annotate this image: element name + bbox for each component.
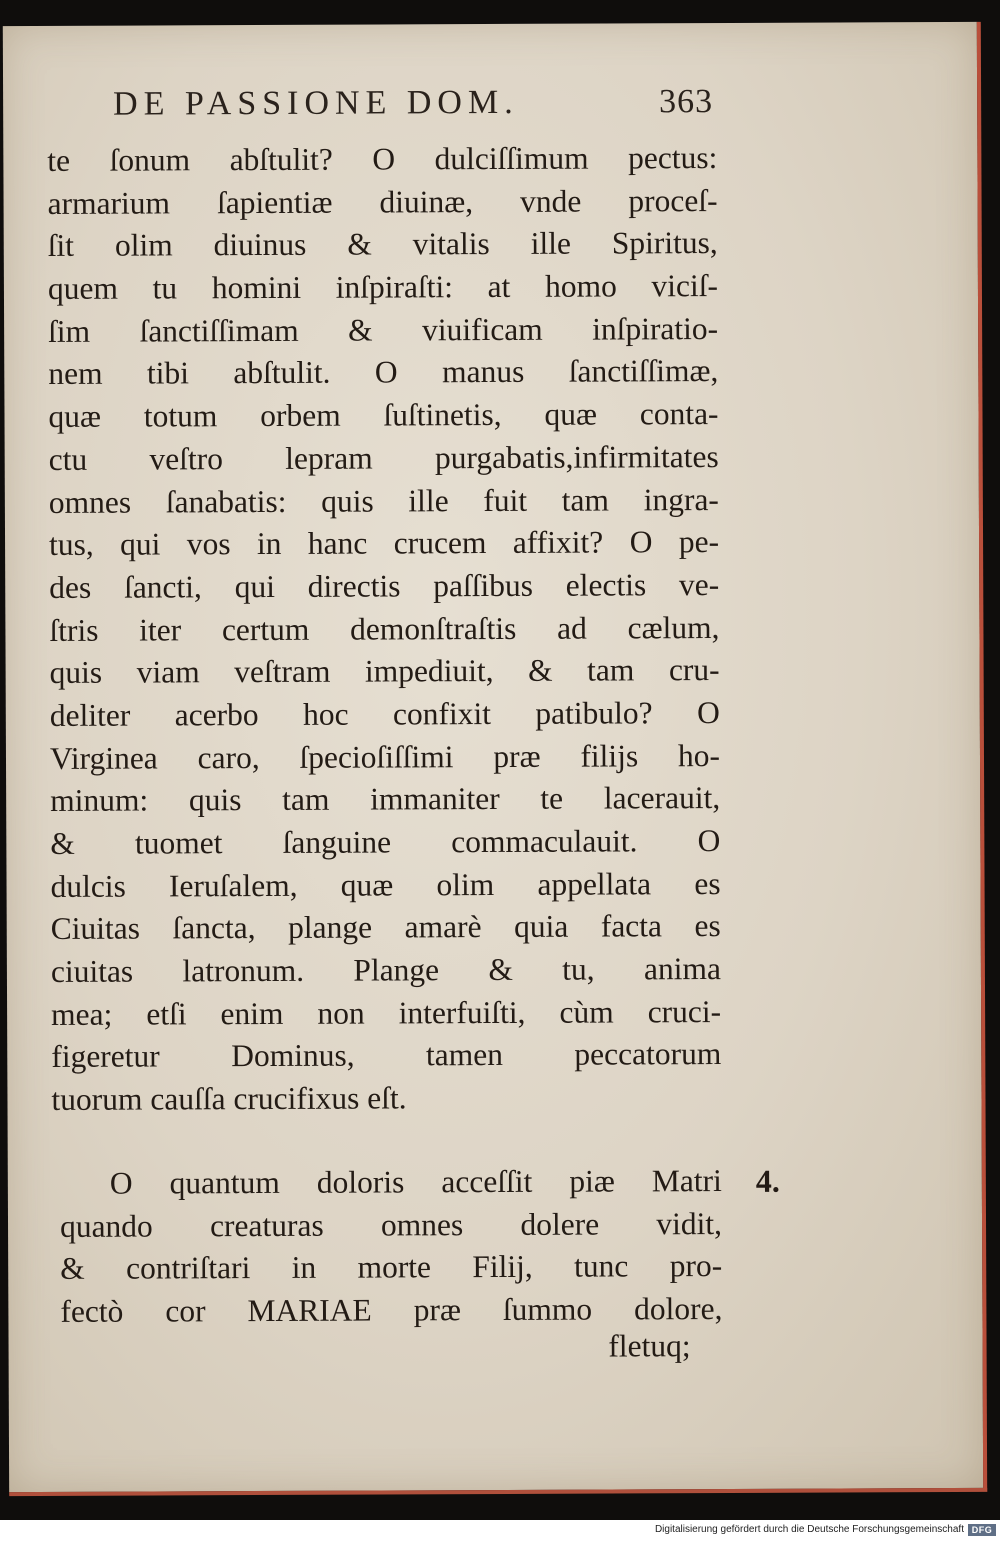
text-line: mea; etſi enim non interfuiſti, cùm cruci- xyxy=(51,993,722,1032)
running-title: DE PASSIONE DOM. xyxy=(113,83,519,123)
text-line: minum: quis tam immaniter te lacerauit, xyxy=(50,780,721,819)
text-line: des ſancti, qui directis paſſibus electis ve- xyxy=(49,566,720,605)
text-line: figeretur Dominus, tamen peccatorum xyxy=(51,1036,722,1075)
second-paragraph xyxy=(60,1160,723,1334)
text-line: ſim ſanctiſſimam & viuificam inſpiratio- xyxy=(48,310,719,349)
dfg-logo: DFG xyxy=(968,1524,996,1536)
text-line: Virginea caro, ſpecioſiſſimi præ filijs ho- xyxy=(49,737,721,776)
text-line: armarium ſapientiæ diuinæ, vnde proceſ- xyxy=(47,182,718,221)
book-page xyxy=(3,22,987,1496)
text-line: & tuomet ſanguine commaculauit. O xyxy=(50,823,721,861)
margin-section-number: 4. xyxy=(755,1162,780,1199)
text-line: O quantum doloris acceſſit piæ Matri xyxy=(109,1163,722,1201)
text-line: tus, qui vos in hanc crucem affixit? O pe- xyxy=(48,524,720,563)
page-number: 363 xyxy=(659,83,714,121)
text-line: dulcis Ieruſalem, quæ olim appellata es xyxy=(50,865,721,904)
text-line: te ſonum abſtulit? O dulciſſimum pectus: xyxy=(47,140,718,178)
catchword: fletuq; xyxy=(608,1328,691,1364)
text-line: nem tibi abſtulit. O manus ſanctiſſimæ, xyxy=(48,353,719,392)
main-paragraph xyxy=(47,137,721,1122)
funding-credit: Digitalisierung gefördert durch die Deutsche Forschungsgemeinschaft xyxy=(654,1524,964,1535)
text-line: Ciuitas ſancta, plange amarè quia facta es xyxy=(50,908,721,947)
text-line: ciuitas latronum. Plange & tu, anima xyxy=(50,951,721,990)
text-line: & contriſtari in morte Filij, tunc pro- xyxy=(60,1248,723,1287)
text-line: quem tu homini inſpiraſti: at homo viciſ- xyxy=(47,268,719,307)
digitization-footer xyxy=(0,1520,1000,1541)
text-line: tuorum cauſſa crucifixus eſt. xyxy=(51,1080,407,1118)
text-line: omnes ſanabatis: quis ille fuit tam ingra- xyxy=(48,481,719,520)
text-line: ſit olim diuinus & vitalis ille Spiritus, xyxy=(47,225,718,264)
text-line: quis viam veſtram impediuit, & tam cru- xyxy=(49,652,720,691)
page-header xyxy=(113,83,713,134)
text-line: quæ totum orbem ſuſtinetis, quæ conta- xyxy=(48,396,719,435)
text-line: ctu veſtro lepram purgabatis,infirmitates xyxy=(48,438,719,477)
text-line: quando creaturas omnes dolere vidit, xyxy=(59,1205,723,1244)
text-line: deliter acerbo hoc confixit patibulo? O xyxy=(49,694,720,733)
text-line: fectò cor MARIAE præ ſummo dolore, xyxy=(60,1291,723,1329)
text-line: ſtris iter certum demonſtraſtis ad cælum, xyxy=(49,609,720,648)
